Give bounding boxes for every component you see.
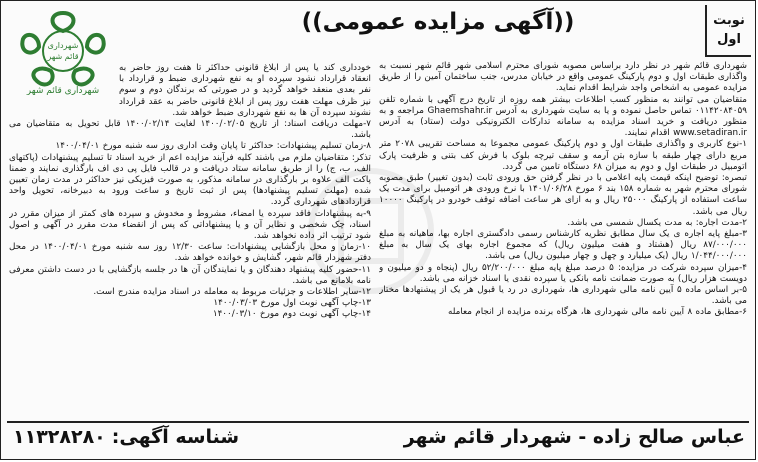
right-paragraph: ۴-میزان سپرده شرکت در مزایده: ۵ درصد مبلغ پایه مبلغ ۵۲/۲۰۰/۰۰۰ ریال (پنجاه و دو میلیون و دویست هزار ریال) به صورت ضمانت نامه بانکی یا سپرده نقدی یا اسناد خزانه می باشد. [379, 262, 747, 284]
right-paragraph: ۳-مبلغ پایه اجاره ی یک سال مطابق نظریه کارشناس رسمی دادگستری اجاره بها، ماهیانه به مبلغ ۸۷/۰۰۰/۰۰۰ ریال (هشتاد و هفت میلیون ریال) که مجموع اجاره بهای یک سال به مبلغ ۱/۰۴۴/۰۰۰/۰۰۰ ریال (یک میلیارد و چهل و چهار میلیون ریال) می باشد. [379, 229, 747, 262]
logo-text-bottom: قائم شهر [47, 52, 79, 61]
footer-divider [7, 421, 749, 423]
left-paragraph: ۱۴-چاپ آگهی نوبت دوم مورخ ۱۴۰۰/۰۳/۱۰ [212, 309, 371, 320]
left-paragraph: ۱۱-حضور کلیه پیشنهاد دهندگان و یا نمایندگان آن ها در جلسه بازگشایی با در دست داشتن معرفی نامه بلامانع می باشد. [9, 264, 371, 286]
notice-id-label: شناسه آگهی: [111, 426, 240, 448]
right-paragraph: تبصره: توضیح اینکه قیمت پایه اعلامی با در نظر گرفتن حق ورودی ثابت (بدون تغییر) طبق مصوبه شورای محترم شهر به شماره ۱۵۸ بند ۶ مورخ ۱۴۰۱/۰۶/۲۸ با نرخ ورودی هر اتومبیل برای مدت یک ساعت استفاده از پارکینگ ۲۵۰۰۰ ریال و به ازای هر ساعت اضافه توقف خودرو در پارکینگ ۱۰۰۰۰ ریال می باشد. [379, 173, 747, 217]
right-paragraph: ۲-مدت اجاره: به مدت یکسال شمسی می باشد. [567, 217, 747, 228]
notice-id-value: ۱۱۳۲۸۲۸۰ [13, 426, 106, 448]
notice-round-badge [705, 5, 751, 57]
left-paragraph: ۹-به پیشنهادات فاقد سپرده یا امضاء، مشروط و مخدوش و سپرده های کمتر از میزان مقرر در اسناد، چک شخصی و نظایر آن و یا پیشنهاداتی که پس از انقضاء مدت مقرر در آگهی و اصول شود ترتیب اثر داده نخواهد شد. [9, 208, 371, 242]
left-paragraph: ۸-زمان تسلیم پیشنهادات: حداکثر تا پایان وقت اداری روز سه شنبه مورخ ۱۴۰۰/۰۴/۰۱ [55, 141, 371, 152]
left-paragraph: تذکر: متقاضیان ملزم می باشند کلیه فرآیند مزایده اعم از خرید اسناد تا تسلیم پیشنهادات (پاکتهای الف، ب، ج) را از طریق سامانه ستاد دریافت و در قالب فایل پی دی اف بارگذاری نمایند و ضمنا پاکت الف علاوه بر بارگذاری در سامانه مذکور، به صورت فیزیکی نیز حداکثر در مدت زمان تعیین شده (مهلت تسلیم پیشنهادها) پس از ثبت تاریخ و ساعت ورود به دبیرخانه، تحویل واحد قراردادهای شهرداری گردد. [9, 152, 371, 208]
notice-body-left-column [9, 63, 371, 415]
notice-title: ((آگهی مزایده عمومی)) [301, 9, 575, 35]
footer-signature: عباس صالح زاده - شهردار قائم شهر [403, 426, 745, 448]
left-paragraph: ۱۳-چاپ آگهی نوبت اول مورخ ۱۴۰۰/۰۳/۰۳ [213, 298, 371, 309]
right-paragraph: ۱-نوع کاربری و واگذاری طبقات اول و دوم پارکینگ عمومی مجموعا به مساحت تقریبی ۲۰۷۸ متر مربع دارای چهار طبقه با سازه بتن آرمه و سقف تیرچه بلوک با فرش کف بتنی و ظرفیت پارک اتومبیل در طبقات اول و دوم به میزان ۶۸ دستگاه تامین می گردد. [379, 139, 747, 172]
logo-caption: شهرداری قائم شهر [26, 86, 100, 95]
badge-line-1: نوبت [713, 13, 745, 28]
left-paragraph: ۱۰-زمان و محل بازگشایی پیشنهادات: ساعت ۱۲/۳۰ روز سه شنبه مورخ ۱۴۰۰/۰۴/۰۱ در محل دفتر شهردار قائم شهر، گشایش و خوانده خواهد شد. [9, 242, 371, 264]
right-paragraph: متقاضیان می توانند به منظور کسب اطلاعات بیشتر همه روزه از تاریخ درج آگهی با شماره تلفن ۰۱۱۴۲۰۸۴۰۵۹ تماس حاصل نموده و یا به سایت شهرداری به آدرس Ghaemshahr.ir مراجعه و به منظور دریافت و خرید اسناد مزایده به سامانه تدارکات الکترونیکی دولت (ستاد) به آدرس www.setadiran.ir اقدام نمایند. [379, 94, 747, 139]
logo-text-top: شهرداری [47, 41, 79, 50]
notice-body-right-column [379, 61, 747, 415]
right-paragraph: ۶-مطابق ماده ۸ آیین نامه مالی شهرداری ها، هرگاه برنده مزایده از انجام معامله [448, 307, 747, 318]
left-top-paragraph: خودداری کند یا پس از ابلاغ قانونی حداکثر تا هفت روز حاضر به انعقاد قرارداد نشود سپرده او به نفع شهرداری ضبط و قرارداد با نفر بعدی منعقد خواهد گردید و در صورتی که برندگان دوم و سوم نیز ظرف مهلت هفت روز پس از ابلاغ قانونی حاضر به عقد قرارداد نشوند سپرده آن ها به نفع شهرداری ضبط خواهد شد. [119, 63, 371, 118]
notice-id [13, 426, 239, 448]
left-paragraph: ۱۲-سایر اطلاعات و جزئیات مربوط به معامله در اسناد مزایده مندرج است. [93, 287, 371, 298]
left-paragraph: ۷-مهلت دریافت اسناد: از تاریخ ۱۴۰۰/۰۲/۰۵ لغایت ۱۴۰۰/۰۲/۱۴ قابل تحویل به متقاضیان می باشد. [9, 119, 371, 141]
right-paragraph: ۵-بر اساس ماده ۵ آیین نامه مالی شهرداری ها، شهرداری در رد یا قبول هر یک از پیشنهادها مختار می باشد. [379, 285, 747, 307]
right-paragraph: شهرداری قائم شهر در نظر دارد براساس مصوبه شورای محترم اسلامی شهر قائم شهر نسبت به واگذاری طبقات اول و دوم پارکینگ عمومی واقع در خیابان مدرس، جنب ساختمان آمین را از طریق مزایده عمومی به اشخاص واجد شرایط اقدام نماید. [379, 61, 747, 94]
badge-line-2: اول [717, 32, 741, 47]
